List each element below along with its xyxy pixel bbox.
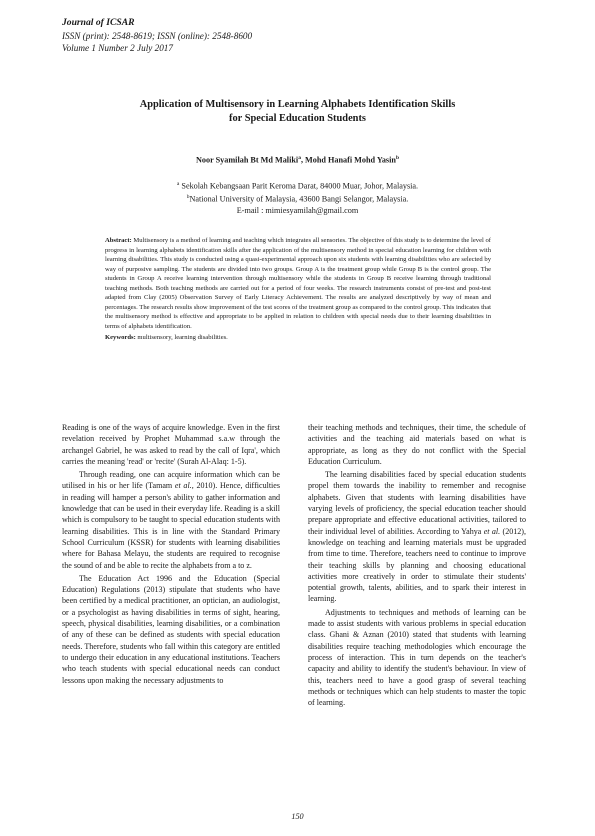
body-column-right <box>308 422 526 708</box>
paper-title <box>62 98 533 125</box>
left-paragraph-2 <box>62 469 280 571</box>
title-line-1: Application of Multisensory in Learning Alphabets Identification Skills <box>139 99 456 110</box>
affiliation-b <box>62 192 533 205</box>
affiliation-b-mark: b <box>186 194 190 201</box>
right-paragraph-2-part-b: (2012), knowledge on teaching and learning materials must be upgraded from time to time. Therefore, teachers need to continue to improve their teaching skills by planning and choosing educational activities more creatively in order to stimulate their students' potential growth, talents, abilities, and to spark their interest in learning. <box>308 526 526 604</box>
keywords <box>105 333 491 343</box>
title-line-2: for Special Education Students <box>229 112 366 124</box>
journal-volume: Volume 1 Number 2 July 2017 <box>62 43 173 54</box>
affiliation-b-text: National University of Malaysia, 43600 Bangi Selangor, Malaysia. <box>189 194 409 204</box>
journal-issn: ISSN (print): 2548-8619; ISSN (online): 2548-8600 <box>62 30 253 41</box>
left-paragraph-1: Reading is one of the ways of acquire knowledge. Even in the first revelation received by Prophet Muhammad s.a.w through the archangel Gabriel, he was asked to read by the call of Iqra', which carries the meaning 'read' or 'recite' (Surah Al-Alaq: 1-5). <box>62 423 280 466</box>
author-list <box>62 153 533 166</box>
page-number: 150 <box>291 812 304 821</box>
right-paragraph-3: Adjustments to techniques and methods of learning can be made to assist students with various problems in special education class. Ghani & Aznan (2010) stated that students with learning disabilities require teaching methodologies which encourage the process of interaction. This in turn depends on the teacher's capacity and ability to identify the student's behaviour. In view of this, teachers need to have a good grasp of several teaching methods or techniques which can help students to master the topic of learning. <box>308 607 526 708</box>
author-1-affil-mark: a <box>298 155 301 161</box>
keywords-label: Keywords: <box>105 334 136 341</box>
journal-header <box>62 17 252 55</box>
author-email: E-mail : mimiesyamilah@gmail.com <box>236 206 359 216</box>
left-paragraph-2-part-a: Through reading, one can acquire information which can be utilised in his or her life (Tamam <box>62 470 280 491</box>
journal-name: Journal of ICSAR <box>62 17 135 28</box>
author-separator: , <box>300 155 306 165</box>
right-paragraph-2-part-a: The learning disabilities faced by special education students propel them towards the inability to remember and recognise alphabets. Given that students with learning disabilities have varying levels of proficiency, the special education teacher should prepare appropriate and effective educational activities, tailored to their individual level of abilities. According to Yahya <box>308 470 526 536</box>
affiliations <box>62 179 533 216</box>
right-paragraph-1: their teaching methods and techniques, their time, the schedule of activities and the teaching aid materials based on what is appropriate, as long as they do not conflict with the Special Education Curriculum. <box>308 423 526 466</box>
author-2-affil-mark: b <box>395 155 400 161</box>
affiliation-a <box>62 179 533 192</box>
left-paragraph-3: The Education Act 1996 and the Education (Special Education) Regulations (2013) stipulate that students who have been certified by a medical practitioner, an optician, an audiologist, or a psychologist as having disabilities in terms of sight, hearing, speech, physical disabilities, learning disabilities, or a combination of any of these can be defined as students with special education needs. Therefore, students who fall within this category are entitled to undergo their education in any educational institutions. Teachers who teach students with special educational needs can conduct lessons upon making the necessary adjustments to <box>62 573 280 685</box>
body-column-left <box>62 422 280 686</box>
left-paragraph-2-part-b: , 2010). Hence, difficulties in reading will hamper a person's ability to gather information and knowledge that can be used in their everyday life. Reading is a skill which is compulsory to be taught to special education students with learning disabilities. This is in line with the Standard Primary School Curriculum (KSSR) for students with learning disabilities where for Bahasa Melayu, the students are required to recognise the sound of and be able to recite the alphabets from a to z. <box>62 481 280 570</box>
affiliation-a-mark: a <box>176 181 180 187</box>
affiliation-a-text: Sekolah Kebangsaan Parit Keroma Darat, 84000 Muar, Johor, Malaysia. <box>179 181 419 191</box>
keywords-text: multisensory, learning disabilities. <box>135 334 228 341</box>
right-paragraph-2-etal: et al. <box>483 526 501 536</box>
author-1: Noor Syamilah Bt Md Maliki <box>195 155 299 165</box>
abstract <box>105 236 491 331</box>
abstract-text: Multisensory is a method of learning and teaching which integrates all sensories. The objective of this study is to determine the level of progress in learning alphabets identification skills after the application of the multisensory method in special education learning for children with learning disabilities. This study is conducted using a quasi-experimental approach upon six students with learning disabilities who are selected by way of purposive sampling. The students are divided into two groups. Group A is the treatment group while Group B is the control group. The students in Group A receive learning intervention through multisensory while the students in Group B receive learning through traditional teaching methods. Both teaching methods are carried out for a period of four weeks. The research instruments consist of pre-test and post-test adapted from Clay (2005) Observation Survey of Early Literacy Achievement. The results are analyzed descriptively by way of mean and percentages. The research results show improvement of the test scores of the treatment group as compared to the control group. This indicates that the multisensory method is effective and appropriate to be applied in relation to children with special needs due to their learning disabilities in terms of alphabets identification. <box>105 237 491 330</box>
author-2: Mohd Hanafi Mohd Yasin <box>305 155 396 165</box>
left-paragraph-2-etal: et al. <box>174 481 192 491</box>
abstract-label: Abstract: <box>105 237 132 244</box>
right-paragraph-2 <box>308 469 526 605</box>
